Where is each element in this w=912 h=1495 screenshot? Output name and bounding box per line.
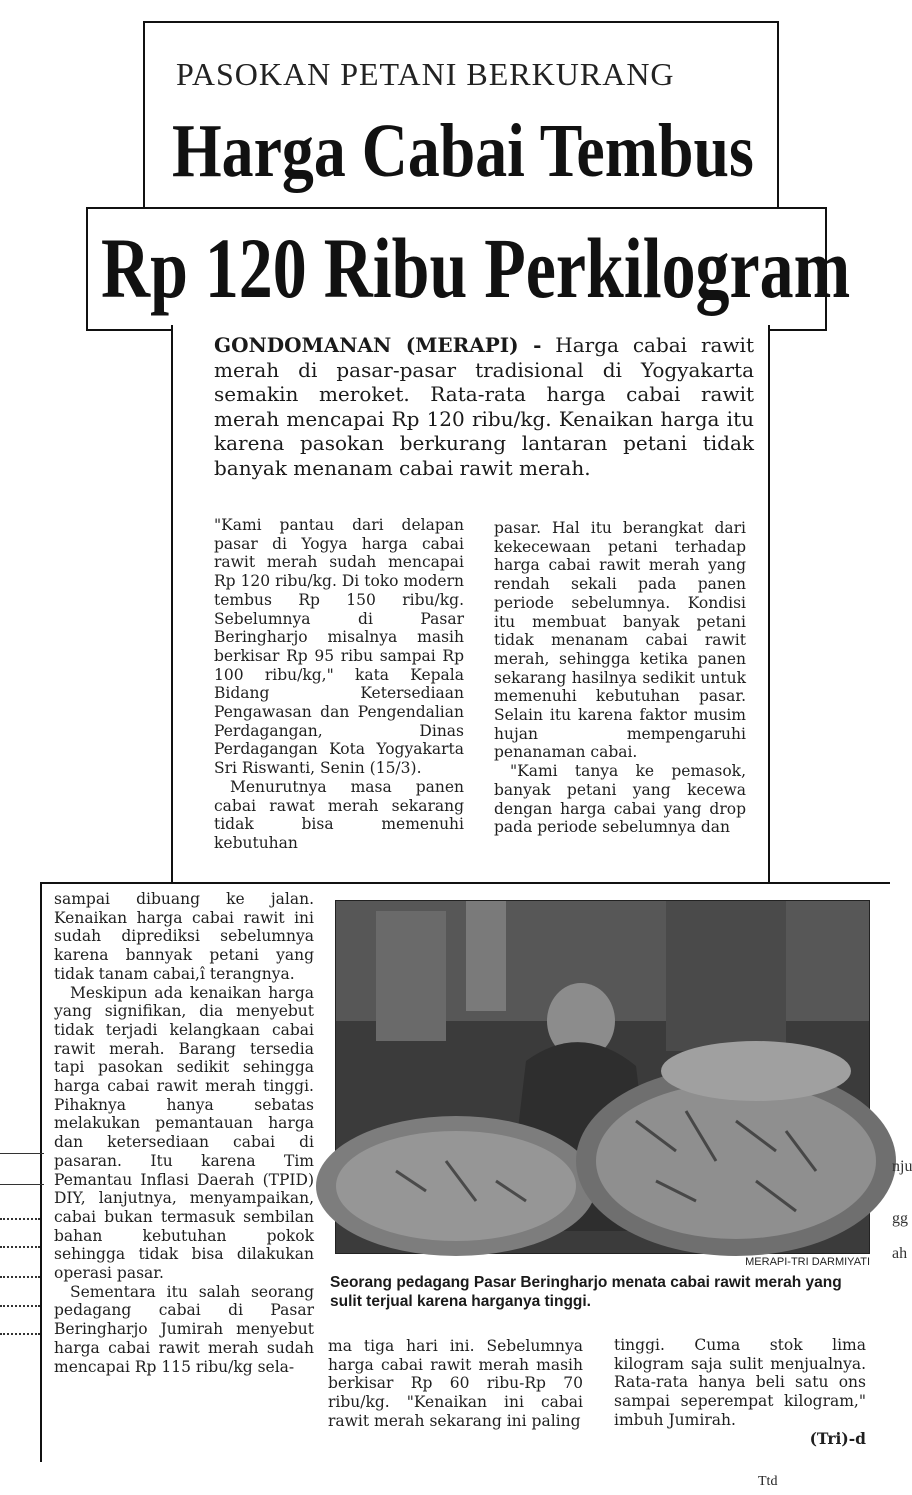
margin-rule <box>0 1184 44 1185</box>
paragraph: Sementara itu salah seorang pedagang cabai di Pasar Beringharjo Jumirah menyebut harga cabai rawit merah sudah mencapai Rp 115 ribu/kg sela- <box>54 1282 314 1376</box>
photo-credit: MERAPI-TRI DARMIYATI <box>745 1256 870 1268</box>
body-column-5 <box>614 1336 866 1448</box>
author-signoff: (Tri)-d <box>809 1428 866 1448</box>
margin-dots <box>0 1218 40 1220</box>
body-column-4 <box>328 1337 583 1431</box>
margin-dots <box>0 1276 40 1278</box>
handwritten-note: Ttd <box>758 1474 778 1489</box>
photo-caption: Seorang pedagang Pasar Beringharjo menata cabai rawit merah yang sulit terjual karena harganya tinggi. <box>330 1274 842 1310</box>
lead-text: Harga cabai rawit merah di pasar-pasar tradisional di Yogyakarta semakin meroket. Rata-rata harga cabai rawit merah mencapai Rp 120 ribu/kg. Kenaikan harga itu karena pasokan berkurang lantaran petani tidak banyak menanam cabai rawit merah. <box>214 333 754 480</box>
paragraph: tinggi. Cuma stok lima kilogram saja sulit menjualnya. Rata-rata hanya beli satu ons sampai seperempat kilogram," imbuh Jumirah. <box>614 1336 866 1429</box>
article-kicker: PASOKAN PETANI BERKURANG <box>176 56 675 92</box>
paragraph: pasar. Hal itu berangkat dari kekecewaan petani terhadap harga cabai rawit merah yang rendah sekali pada panen periode sebelumnya. Kondisi itu membuat banyak petani tidak menanam cabai rawit merah, sehingga ketika panen sekarang hasilnya sedikit untuk memenuhi kebutuhan pasar. Selain itu karena faktor musim hujan mempengaruhi penanaman cabai. <box>494 519 746 762</box>
edge-text-fragment: gg <box>892 1210 908 1227</box>
paragraph: Menurutnya masa panen cabai rawat merah sekarang tidak bisa memenuhi kebutuhan <box>214 777 464 852</box>
news-photo-chili-vendor <box>335 900 870 1254</box>
headline-line-1: Harga Cabai Tembus <box>172 109 754 193</box>
body-column-3 <box>54 890 314 1376</box>
paragraph: sampai dibuang ke jalan. Kenaikan harga cabai rawit ini sudah diprediksi sebelumnya karena bannyak petani yang tidak tanam cabai,î terangnya. <box>54 890 314 983</box>
margin-dots <box>0 1333 40 1335</box>
paragraph: Meskipun ada kenaikan harga yang signifikan, dia menyebut tidak terjadi kelangkaan cabai rawit merah. Barang tersedia tapi pasokan sedikit sehingga harga cabai rawit merah tinggi. Pihaknya hanya sebatas melakukan pemantauan harga dan ketersediaan cabai di pasaran. Itu karena Tim Pemantau Inflasi Daerah (TPID) DIY, lanjutnya, menyampaikan, cabai bukan termasuk sembilan bahan kebutuhan pokok sehingga tidak bisa dilakukan operasi pasar. <box>54 983 314 1283</box>
margin-dots <box>0 1246 40 1248</box>
article-lead <box>214 333 754 480</box>
dateline: GONDOMANAN (MERAPI) - <box>214 333 542 357</box>
paragraph: ma tiga hari ini. Sebelumnya harga cabai rawit merah masih berkisar Rp 60 ribu-Rp 70 ribu/kg. "Kenaikan ini cabai rawit merah sekarang ini paling <box>328 1337 583 1430</box>
edge-text-fragment: nju <box>892 1158 912 1175</box>
paragraph: "Kami tanya ke pemasok, banyak petani yang kecewa dengan harga cabai yang drop pada periode sebelumnya dan <box>494 762 746 837</box>
margin-dots <box>0 1305 40 1307</box>
body-column-1 <box>214 516 464 853</box>
paragraph: "Kami pantau dari delapan pasar di Yogya harga cabai rawit merah sudah mencapai Rp 120 ribu/kg. Di toko modern tembus Rp 150 ribu/kg. Sebelumnya di Pasar Beringharjo misalnya masih berkisar Rp 95 ribu sampai Rp 100 ribu/kg," kata Kepala Bidang Ketersediaan Pengawasan dan Pengendalian Perdagangan, Dinas Perdagangan Kota Yogyakarta Sri Riswanti, Senin (15/3). <box>214 516 464 778</box>
margin-rule <box>0 1153 44 1154</box>
edge-text-fragment: ah <box>892 1245 908 1262</box>
headline-line-2: Rp 120 Ribu Perkilogram <box>101 220 851 316</box>
photo-illustration <box>336 901 869 1253</box>
body-column-2 <box>494 519 746 837</box>
